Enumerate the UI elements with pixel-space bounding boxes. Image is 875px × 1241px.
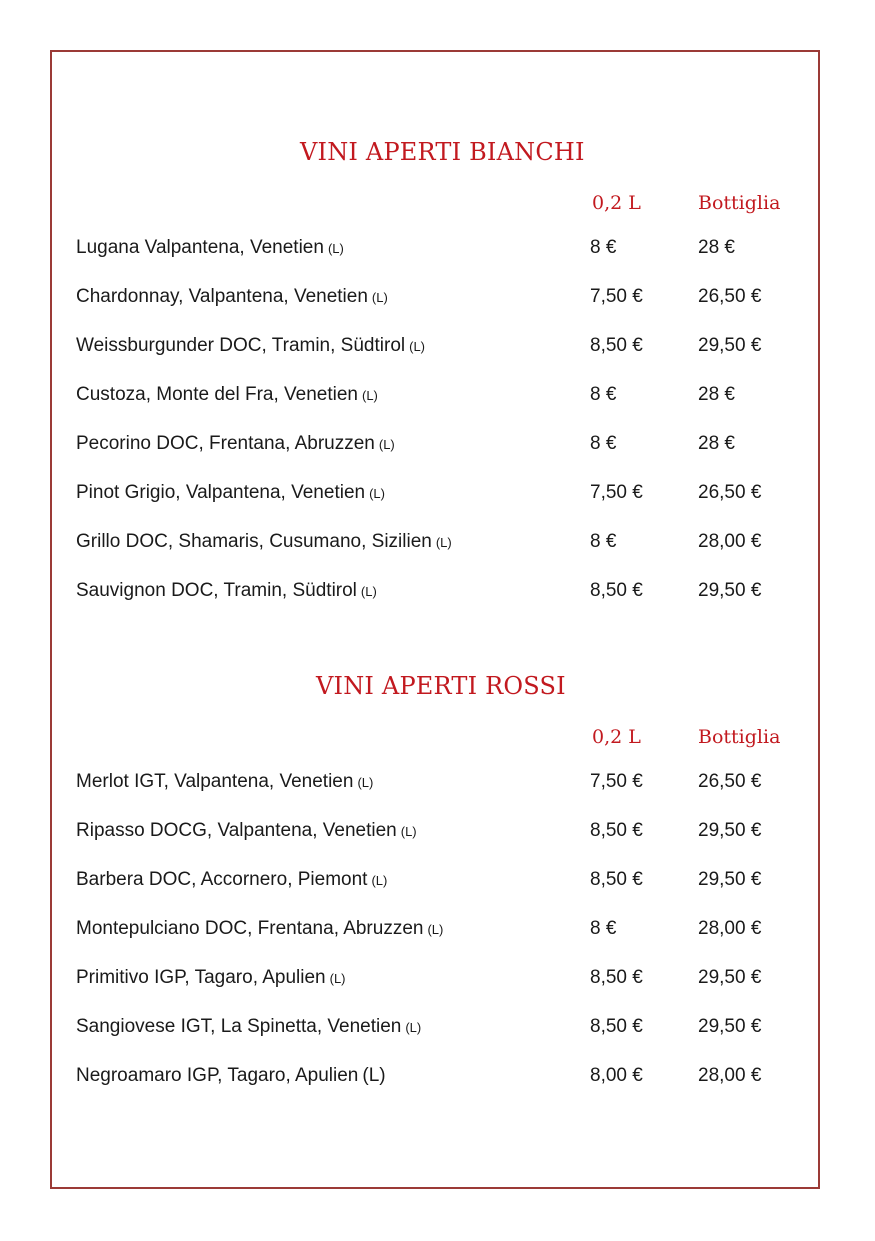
col-head-bottle-bianchi: Bottiglia	[698, 192, 781, 214]
price-glass: 7,50 €	[590, 286, 643, 307]
price-bottle: 29,50 €	[698, 869, 762, 890]
price-bottle: 28 €	[698, 384, 735, 405]
wine-row	[52, 918, 818, 948]
price-glass: 8 €	[590, 531, 617, 552]
price-glass: 8,50 €	[590, 1016, 643, 1037]
wine-name: Chardonnay, Valpantena, Venetien (L)	[76, 286, 388, 307]
price-glass: 7,50 €	[590, 482, 643, 503]
col-head-glass-bianchi: 0,2 L	[592, 192, 641, 214]
wine-row	[52, 335, 818, 365]
wine-name: Pinot Grigio, Valpantena, Venetien (L)	[76, 482, 385, 503]
wine-row	[52, 580, 818, 610]
wine-name: Sauvignon DOC, Tramin, Südtirol (L)	[76, 580, 377, 601]
col-head-glass-rossi: 0,2 L	[592, 726, 641, 748]
price-bottle: 26,50 €	[698, 771, 762, 792]
wine-row	[52, 482, 818, 512]
price-bottle: 28,00 €	[698, 918, 762, 939]
wine-name: Montepulciano DOC, Frentana, Abruzzen (L)	[76, 918, 444, 939]
price-bottle: 29,50 €	[698, 580, 762, 601]
wine-row	[52, 820, 818, 850]
price-bottle: 28 €	[698, 237, 735, 258]
wine-row	[52, 1016, 818, 1046]
price-bottle: 29,50 €	[698, 335, 762, 356]
wine-name: Negroamaro IGP, Tagaro, Apulien (L)	[76, 1065, 386, 1086]
price-glass: 8,50 €	[590, 967, 643, 988]
wine-row	[52, 967, 818, 997]
wine-row	[52, 869, 818, 899]
wine-row	[52, 286, 818, 316]
section-title-bianchi: VINI APERTI BIANCHI	[300, 138, 585, 166]
price-glass: 8 €	[590, 433, 617, 454]
price-bottle: 29,50 €	[698, 820, 762, 841]
price-glass: 8 €	[590, 918, 617, 939]
wine-name: Weissburgunder DOC, Tramin, Südtirol (L)	[76, 335, 425, 356]
price-bottle: 28 €	[698, 433, 735, 454]
price-glass: 8,50 €	[590, 820, 643, 841]
wine-row	[52, 384, 818, 414]
price-glass: 8 €	[590, 237, 617, 258]
price-glass: 8,50 €	[590, 869, 643, 890]
wine-name: Custoza, Monte del Fra, Venetien (L)	[76, 384, 378, 405]
wine-row	[52, 771, 818, 801]
wine-name: Merlot IGT, Valpantena, Venetien (L)	[76, 771, 374, 792]
wine-name: Sangiovese IGT, La Spinetta, Venetien (L)	[76, 1016, 422, 1037]
price-bottle: 26,50 €	[698, 286, 762, 307]
wine-row	[52, 1065, 818, 1095]
col-head-bottle-rossi: Bottiglia	[698, 726, 781, 748]
wine-row	[52, 531, 818, 561]
price-bottle: 29,50 €	[698, 967, 762, 988]
price-glass: 8,00 €	[590, 1065, 643, 1086]
wine-name: Ripasso DOCG, Valpantena, Venetien (L)	[76, 820, 417, 841]
price-glass: 8 €	[590, 384, 617, 405]
wine-row	[52, 237, 818, 267]
wine-name: Grillo DOC, Shamaris, Cusumano, Sizilien (L)	[76, 531, 452, 552]
price-bottle: 29,50 €	[698, 1016, 762, 1037]
price-bottle: 28,00 €	[698, 531, 762, 552]
price-bottle: 28,00 €	[698, 1065, 762, 1086]
wine-row	[52, 433, 818, 463]
price-glass: 8,50 €	[590, 335, 643, 356]
price-glass: 7,50 €	[590, 771, 643, 792]
wine-name: Barbera DOC, Accornero, Piemont (L)	[76, 869, 388, 890]
menu-frame	[50, 50, 820, 1189]
price-glass: 8,50 €	[590, 580, 643, 601]
wine-name: Primitivo IGP, Tagaro, Apulien (L)	[76, 967, 346, 988]
price-bottle: 26,50 €	[698, 482, 762, 503]
section-title-rossi: VINI APERTI ROSSI	[316, 672, 566, 700]
wine-name: Lugana Valpantena, Venetien (L)	[76, 237, 344, 258]
wine-name: Pecorino DOC, Frentana, Abruzzen (L)	[76, 433, 395, 454]
